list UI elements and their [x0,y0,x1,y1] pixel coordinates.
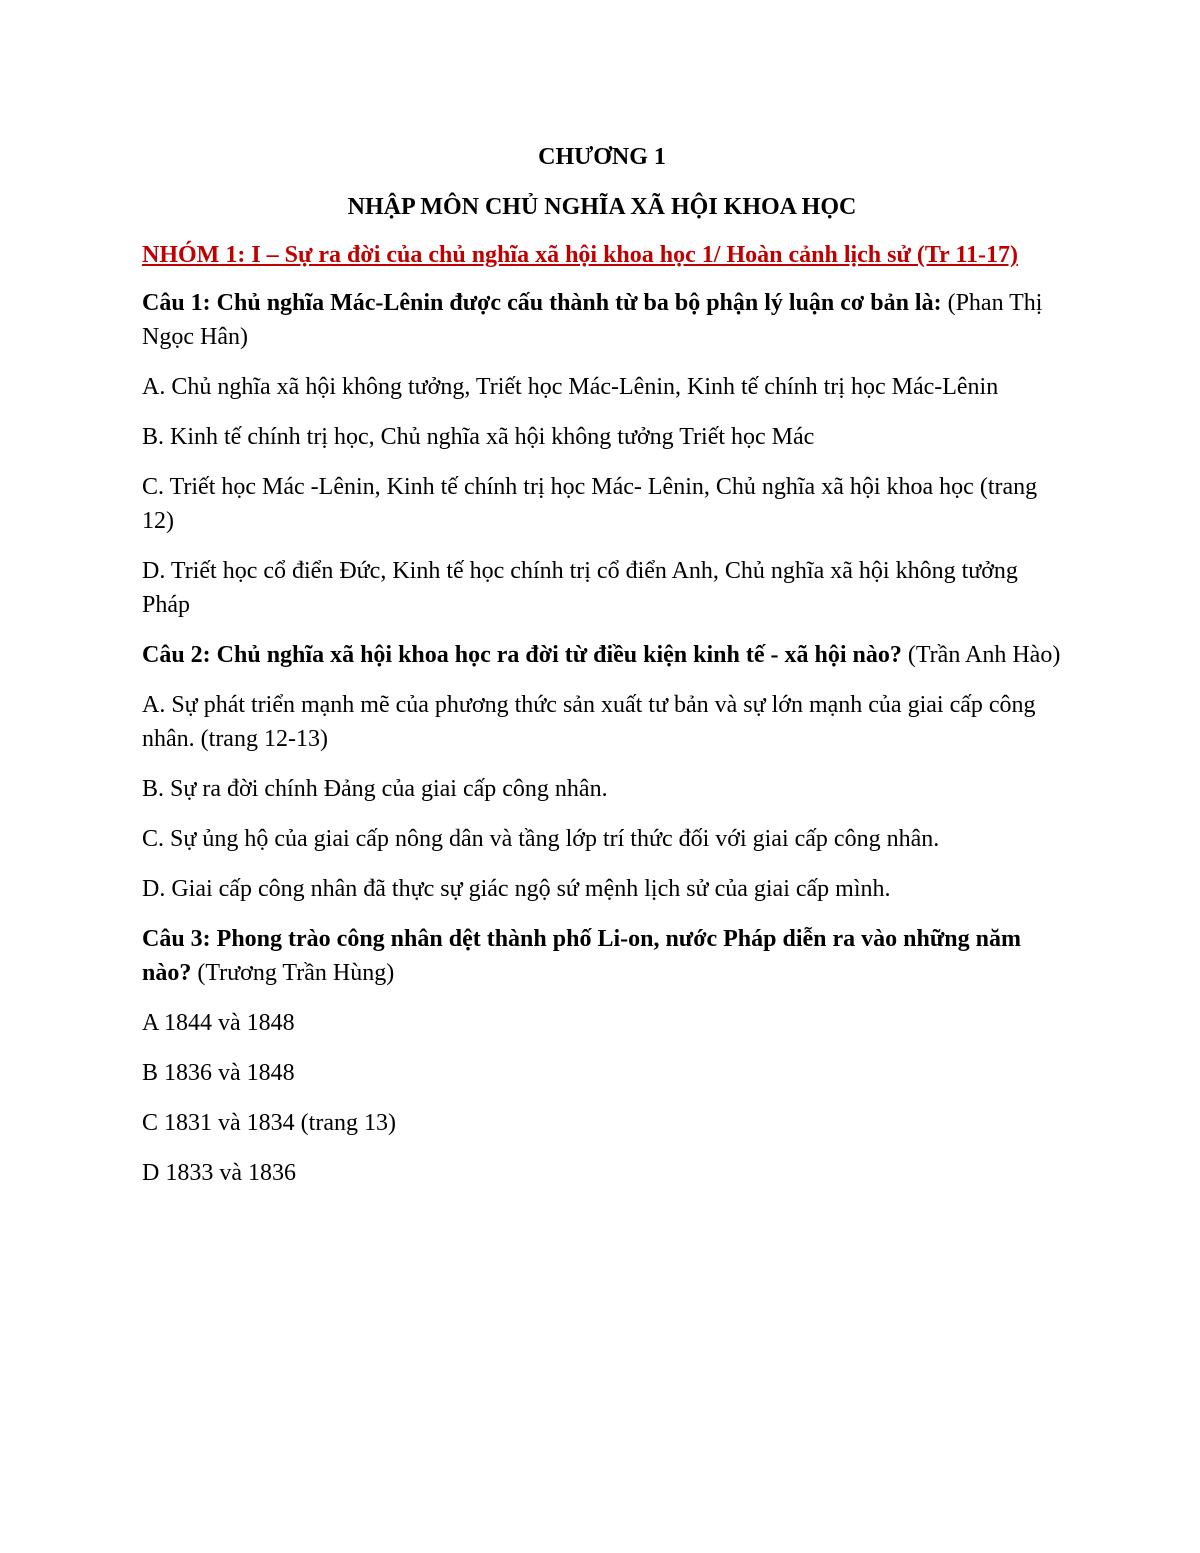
question-3-option-d: D 1833 và 1836 [142,1160,296,1186]
question-3-option-a: A 1844 và 1848 [142,1010,295,1036]
question-1-text: Chủ nghĩa Mác-Lênin được cấu thành từ ba bộ phận lý luận cơ bản là: [216,290,942,316]
question-1-author: (Phan Thị Ngọc Hân) [142,290,1043,350]
question-3 [142,922,1062,990]
question-2 [142,638,1062,672]
question-1-option-a: A. Chủ nghĩa xã hội không tưởng, Triết học Mác-Lênin, Kinh tế chính trị học Mác-Lênin [142,374,999,400]
question-1-label: Câu 1: [142,290,211,316]
question-3-label: Câu 3: [142,926,211,952]
question-3-option-b: B 1836 và 1848 [142,1060,295,1086]
question-3-option-c: C 1831 và 1834 (trang 13) [142,1110,396,1136]
question-1-option-d: D. Triết học cổ điển Đức, Kinh tế học chính trị cổ điển Anh, Chủ nghĩa xã hội không tưởng Pháp [142,558,1018,618]
question-2-option-c: C. Sự ủng hộ của giai cấp nông dân và tầng lớp trí thức đối với giai cấp công nhân. [142,826,940,852]
question-1-option-b: B. Kinh tế chính trị học, Chủ nghĩa xã hội không tưởng Triết học Mác [142,424,815,450]
question-2-text: Chủ nghĩa xã hội khoa học ra đời từ điều kiện kinh tế - xã hội nào? [216,642,902,668]
question-2-option-a: A. Sự phát triển mạnh mẽ của phương thức sản xuất tư bản và sự lớn mạnh của giai cấp công nhân. (trang 12-13) [142,692,1036,752]
question-2-author: (Trần Anh Hào) [907,642,1061,668]
question-3-text: Phong trào công nhân dệt thành phố Li-on, nước Pháp diễn ra vào những năm nào? [142,926,1021,986]
document-content [142,140,1062,1206]
question-1 [142,286,1062,354]
question-2-option-b: B. Sự ra đời chính Đảng của giai cấp công nhân. [142,776,608,802]
chapter-subtitle: NHẬP MÔN CHỦ NGHĨA XÃ HỘI KHOA HỌC [347,194,857,220]
question-1-option-c: C. Triết học Mác -Lênin, Kinh tế chính trị học Mác- Lênin, Chủ nghĩa xã hội khoa học (trang 12) [142,474,1038,534]
question-2-label: Câu 2: [142,642,211,668]
group-heading: NHÓM 1: I – Sự ra đời của chủ nghĩa xã hội khoa học 1/ Hoàn cảnh lịch sử (Tr 11-17) [142,242,1018,268]
question-2-option-d: D. Giai cấp công nhân đã thực sự giác ngộ sứ mệnh lịch sử của giai cấp mình. [142,876,891,902]
chapter-title: CHƯƠNG 1 [538,144,666,170]
question-3-author: (Trương Trần Hùng) [197,960,395,986]
